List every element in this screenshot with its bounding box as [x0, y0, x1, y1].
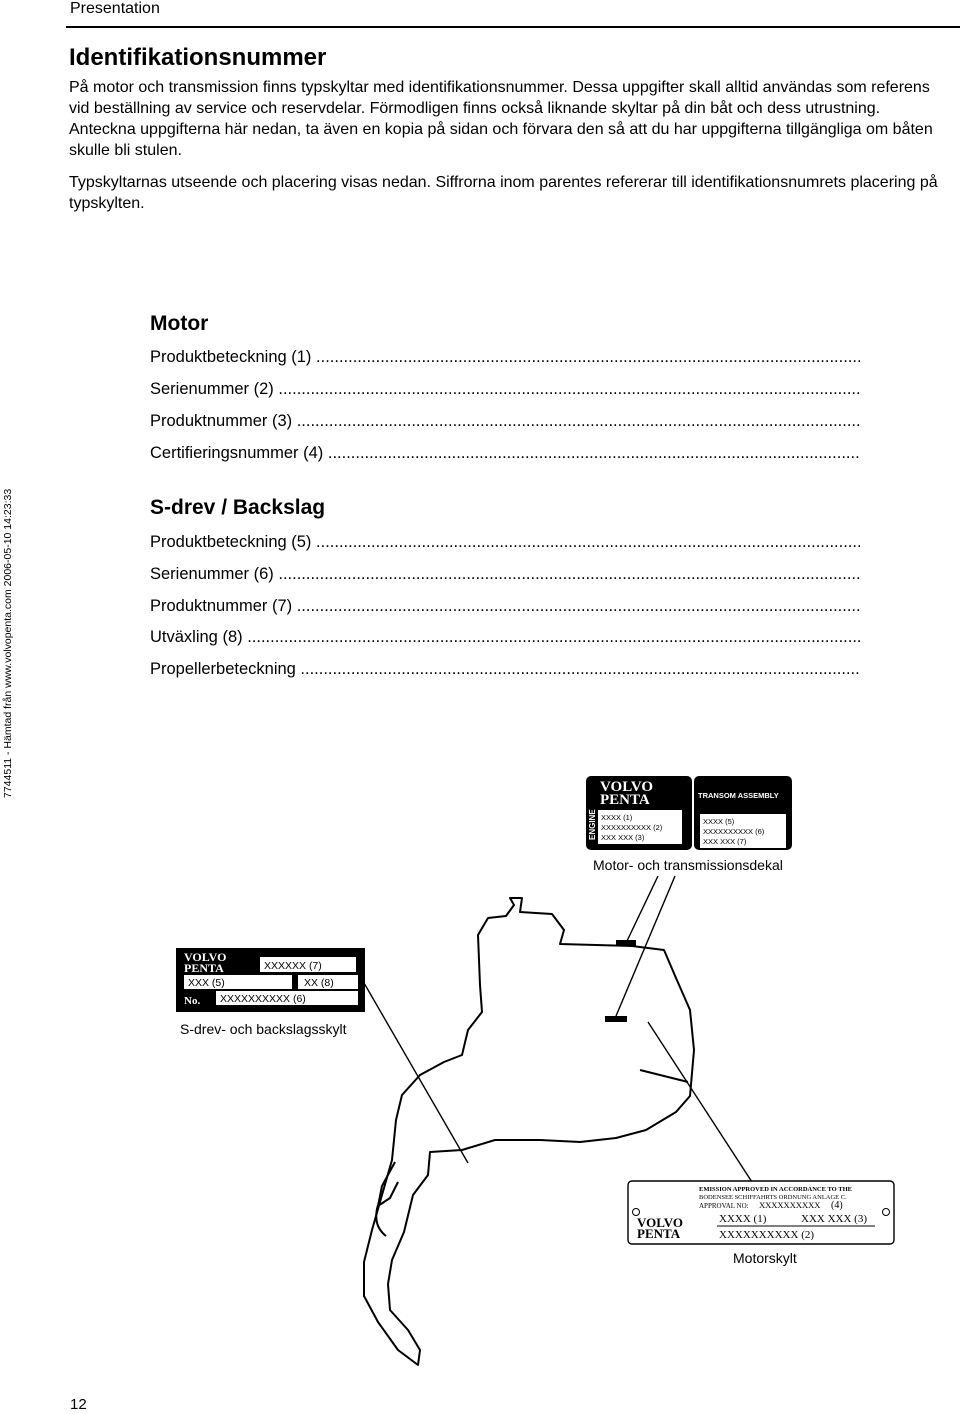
engine-field-3: XXX XXX (3)	[601, 833, 645, 842]
approval-ref-4: (4)	[831, 1200, 843, 1211]
sdrive-brand-penta: PENTA	[184, 961, 224, 975]
sdrive-brand-volvo: VOLVO	[184, 950, 227, 964]
plate-brand-penta: PENTA	[637, 1226, 681, 1241]
transom-field-6: XXXXXXXXXX (6)	[703, 827, 765, 836]
sdrive-caption: S-drev- och backslagsskylt	[180, 1021, 347, 1037]
download-stamp: 7744511 - Hämtad från www.volvopenta.com 2006-05-10 14:23:33	[2, 488, 14, 798]
approval-value: XXXXXXXXXX	[759, 1200, 821, 1210]
sdrive-row-produktnummer: Produktnummer (7) .....	[150, 597, 860, 619]
decal-top-caption: Motor- och transmissionsdekal	[593, 857, 783, 873]
decal-brand-penta: PENTA	[600, 792, 650, 808]
sdrive-row-serienummer: Serienummer (6) .....	[150, 565, 860, 587]
engine-transom-decal	[586, 776, 794, 852]
sdrive-row-utvaxling: Utväxling (8) .....	[150, 628, 860, 650]
plate-field-3: XXX XXX (3)	[801, 1213, 867, 1225]
decal-brand-volvo: VOLVO	[600, 779, 654, 795]
motor-plate	[627, 1180, 895, 1246]
engine-vertical-label: ENGINE	[588, 809, 597, 840]
plate-field-1: XXXX (1)	[719, 1213, 767, 1225]
plate-field-2: XXXXXXXXXX (2)	[719, 1229, 815, 1241]
page-number: 12	[70, 1396, 87, 1413]
intro-paragraph: På motor och transmission finns typskyltar med identifikationsnummer. Dessa uppgifter skall alltid användas som referens vid beställning av service och reservdelar. Förmodligen finns också liknande skyltar på din båt och dess utrustning. Anteckna uppgifterna här nedan, ta även en kopia på sidan och förvara den så att du har uppgifterna tillgängliga om båten skulle bli stulen.	[69, 79, 933, 159]
motor-plate-caption: Motorskylt	[733, 1250, 797, 1266]
plates-paragraph: Typskyltarnas utseende och placering visas nedan. Siffrorna inom parentes refererar till identifikationsnumrets placering på typskylten.	[69, 174, 938, 212]
sdrive-plate	[176, 948, 366, 1014]
motor-heading: Motor	[150, 312, 209, 335]
sdrive-field-7: XXXXXX (7)	[264, 960, 322, 972]
sdrive-field-8: XX (8)	[304, 977, 334, 989]
emission-line-1: EMISSION APPROVED IN ACCORDANCE TO THE	[699, 1186, 852, 1193]
motor-row-produktnummer: Produktnummer (3) .....	[150, 412, 860, 434]
sdrive-row-propellerbeteckning: Propellerbeteckning .....	[150, 660, 860, 682]
motor-row-serienummer: Serienummer (2) .....	[150, 380, 860, 402]
page-title: Identifikationsnummer	[69, 44, 327, 71]
header-label: Presentation	[70, 0, 160, 17]
motor-row-produktbeteckning: Produktbeteckning (1) .....	[150, 348, 860, 370]
sdrive-field-6: XXXXXXXXXX (6)	[220, 993, 306, 1005]
sdrive-heading: S-drev / Backslag	[150, 496, 326, 519]
approval-label: APPROVAL NO:	[699, 1202, 749, 1210]
motor-row-certifieringsnummer: Certifieringsnummer (4) .....	[150, 444, 860, 466]
engine-field-2: XXXXXXXXXX (2)	[601, 823, 663, 832]
transom-title: TRANSOM ASSEMBLY	[698, 791, 779, 800]
plate-brand-volvo: VOLVO	[637, 1215, 683, 1230]
emission-line-2: BODENSEE SCHIFFAHRTS ORDNUNG ANLAGE C.	[699, 1194, 847, 1201]
transom-field-7: XXX XXX (7)	[703, 837, 747, 846]
sdrive-field-5: XXX (5)	[188, 977, 225, 989]
transom-field-5: XXXX (5)	[703, 817, 735, 826]
sdrive-no-label: No.	[184, 995, 201, 1007]
sdrive-row-produktbeteckning: Produktbeteckning (5) .....	[150, 533, 860, 555]
engine-field-1: XXXX (1)	[601, 813, 633, 822]
